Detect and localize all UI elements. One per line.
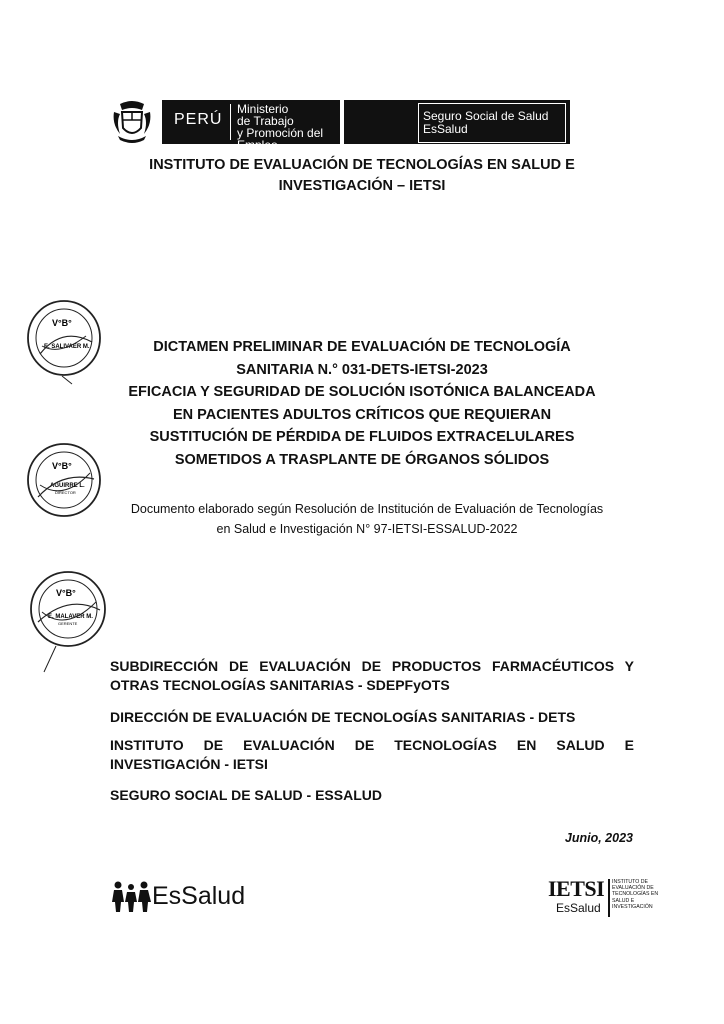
org-instituto: INSTITUTO DE EVALUACIÓN DE TECNOLOGÍAS EN SALUD E INVESTIGACIÓN - IETSI bbox=[110, 737, 634, 772]
institute-title: INSTITUTO DE EVALUACIÓN DE TECNOLOGÍAS EN SALUD E INVESTIGACIÓN – IETSI bbox=[149, 157, 575, 194]
document-note: Documento elaborado según Resolución de Institución de Evaluación de Tecnologías en Salud e Investigación N° 97-IETSI-ESSALUD-2022 bbox=[130, 502, 604, 536]
ietsi-description: INSTITUTO DE EVALUACIÓN DE TECNOLOGÍAS EN SALUD E INVESTIGACIÓN bbox=[612, 879, 659, 910]
svg-text:E. MALAVER M.: E. MALAVER M. bbox=[48, 614, 93, 620]
ietsi-logo bbox=[548, 876, 658, 920]
coat-of-arms-icon bbox=[110, 98, 154, 144]
ietsi-sub: EsSalud bbox=[556, 901, 601, 915]
ietsi-abbr: IETSI bbox=[548, 876, 605, 901]
essalud-agency-box bbox=[344, 100, 570, 144]
dictamen-title: DICTAMEN PRELIMINAR DE EVALUACIÓN DE TECNOLOGÍA SANITARIA N.° 031-DETS-IETSI-2023 EFICACIA Y SEGURIDAD DE SOLUCIÓN ISOTÓNICA BALANCEADA EN PACIENTES ADULTOS CRÍTICOS QUE REQUIERAN SUSTITUCIÓN DE PÉRDIDA DE FLUIDOS EXTRACELULARES SOMETIDOS A TRASPLANTE DE ÓRGANOS SÓLIDOS bbox=[128, 339, 596, 468]
essalud-logo-text: EsSalud bbox=[152, 882, 246, 910]
org-direccion: DIRECCIÓN DE EVALUACIÓN DE TECNOLOGÍAS SANITARIAS - DETS bbox=[110, 709, 576, 725]
svg-text:GERENTE: GERENTE bbox=[58, 621, 78, 626]
svg-text:V°B°: V°B° bbox=[52, 318, 72, 328]
document-date: Junio, 2023 bbox=[564, 831, 633, 845]
svg-text:E. SALIVAER M.: E. SALIVAER M. bbox=[44, 344, 90, 350]
header-logo bbox=[108, 98, 570, 152]
svg-text:AGUIRRE L.: AGUIRRE L. bbox=[50, 483, 85, 489]
org-subdireccion: SUBDIRECCIÓN DE EVALUACIÓN DE PRODUCTOS FARMACÉUTICOS Y OTRAS TECNOLOGÍAS SANITARIAS - SDEPFyOTS bbox=[110, 658, 634, 693]
approval-seal-3 bbox=[22, 566, 112, 676]
org-seguro: SEGURO SOCIAL DE SALUD - ESSALUD bbox=[110, 787, 382, 803]
essalud-logo bbox=[112, 878, 272, 918]
ministry-name: Ministerio de Trabajo y Promoción del Empleo bbox=[237, 102, 324, 152]
peru-ministry-box bbox=[162, 100, 340, 152]
svg-text:DIRECTOR: DIRECTOR bbox=[55, 490, 76, 495]
agency-name: Seguro Social de Salud EsSalud bbox=[423, 109, 549, 136]
family-figures-icon bbox=[112, 880, 152, 916]
country-name: PERÚ bbox=[174, 111, 223, 128]
svg-text:V°B°: V°B° bbox=[52, 461, 72, 471]
svg-text:V°B°: V°B° bbox=[56, 588, 76, 598]
